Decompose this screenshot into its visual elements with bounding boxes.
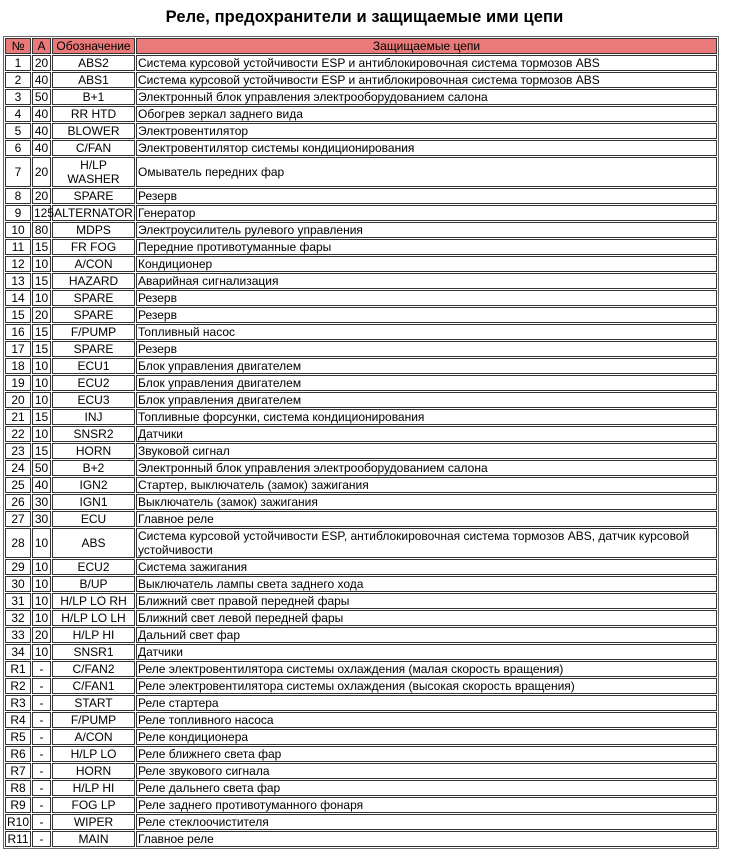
cell-number: 7	[5, 157, 31, 187]
cell-designation: H/LP LO RH	[52, 593, 135, 609]
cell-circuit: Блок управления двигателем	[136, 375, 717, 391]
table-row	[5, 426, 717, 442]
cell-designation: C/FAN	[52, 140, 135, 156]
cell-amperage: -	[32, 712, 51, 728]
cell-number: 30	[5, 576, 31, 592]
cell-designation: START	[52, 695, 135, 711]
table-row	[5, 72, 717, 88]
cell-amperage: 10	[32, 256, 51, 272]
table-row	[5, 695, 717, 711]
cell-amperage: 20	[32, 188, 51, 204]
cell-designation: H/LP LO LH	[52, 610, 135, 626]
cell-amperage: 15	[32, 341, 51, 357]
table-row	[5, 576, 717, 592]
header-amperage: A	[32, 38, 51, 54]
cell-number: 29	[5, 559, 31, 575]
cell-number: 12	[5, 256, 31, 272]
cell-designation: B/UP	[52, 576, 135, 592]
cell-amperage: -	[32, 678, 51, 694]
cell-designation: B+2	[52, 460, 135, 476]
cell-amperage: 20	[32, 627, 51, 643]
cell-designation: FR FOG	[52, 239, 135, 255]
cell-number: R11	[5, 831, 31, 847]
table-row	[5, 661, 717, 677]
cell-amperage: 10	[32, 559, 51, 575]
table-row	[5, 55, 717, 71]
cell-circuit: Электроусилитель рулевого управления	[136, 222, 717, 238]
cell-amperage: -	[32, 661, 51, 677]
cell-amperage: 30	[32, 494, 51, 510]
table-row	[5, 392, 717, 408]
cell-number: 3	[5, 89, 31, 105]
cell-circuit: Система курсовой устойчивости ESP, антиблокировочная система тормозов ABS, датчик курсовой устойчивости	[136, 528, 717, 558]
cell-amperage: 10	[32, 528, 51, 558]
cell-amperage: 10	[32, 576, 51, 592]
cell-circuit: Электровентилятор	[136, 123, 717, 139]
cell-number: 5	[5, 123, 31, 139]
cell-number: 23	[5, 443, 31, 459]
table-row	[5, 222, 717, 238]
cell-number: R4	[5, 712, 31, 728]
cell-amperage: 15	[32, 443, 51, 459]
cell-designation: SPARE	[52, 188, 135, 204]
cell-circuit: Выключатель (замок) зажигания	[136, 494, 717, 510]
cell-number: 20	[5, 392, 31, 408]
cell-circuit: Резерв	[136, 341, 717, 357]
cell-amperage: 10	[32, 610, 51, 626]
cell-designation: F/PUMP	[52, 324, 135, 340]
cell-designation: SPARE	[52, 341, 135, 357]
header-designation: Обозначение	[52, 38, 135, 54]
table-row	[5, 831, 717, 847]
cell-designation: ABS2	[52, 55, 135, 71]
cell-number: R5	[5, 729, 31, 745]
cell-number: 11	[5, 239, 31, 255]
cell-number: 2	[5, 72, 31, 88]
cell-number: R3	[5, 695, 31, 711]
cell-designation: BLOWER	[52, 123, 135, 139]
cell-circuit: Главное реле	[136, 511, 717, 527]
table-row	[5, 256, 717, 272]
cell-number: 34	[5, 644, 31, 660]
cell-designation: SNSR2	[52, 426, 135, 442]
cell-circuit: Электронный блок управления электрооборудованием салона	[136, 460, 717, 476]
cell-amperage: 15	[32, 324, 51, 340]
table-row	[5, 814, 717, 830]
cell-designation: B+1	[52, 89, 135, 105]
cell-amperage: -	[32, 780, 51, 796]
cell-amperage: 10	[32, 392, 51, 408]
table-row	[5, 273, 717, 289]
cell-circuit: Ближний свет левой передней фары	[136, 610, 717, 626]
table-row	[5, 763, 717, 779]
page-title: Реле, предохранители и защищаемые ими цепи	[165, 8, 564, 26]
cell-number: 26	[5, 494, 31, 510]
cell-circuit: Реле стеклоочистителя	[136, 814, 717, 830]
cell-circuit: Топливный насос	[136, 324, 717, 340]
table-row	[5, 140, 717, 156]
cell-number: 9	[5, 205, 31, 221]
cell-amperage: 125	[34, 206, 55, 220]
cell-designation: RR HTD	[52, 106, 135, 122]
table-row	[5, 324, 717, 340]
cell-circuit: Кондиционер	[136, 256, 717, 272]
cell-circuit: Передние противотуманные фары	[136, 239, 717, 255]
cell-circuit: Ближний свет правой передней фары	[136, 593, 717, 609]
cell-circuit: Блок управления двигателем	[136, 392, 717, 408]
table-row	[5, 610, 717, 626]
table-row	[5, 559, 717, 575]
table-row	[5, 358, 717, 374]
cell-circuit: Звуковой сигнал	[136, 443, 717, 459]
cell-number: 18	[5, 358, 31, 374]
cell-number: R1	[5, 661, 31, 677]
table-row	[5, 106, 717, 122]
cell-designation: SPARE	[52, 307, 135, 323]
cell-designation: ECU2	[52, 559, 135, 575]
cell-circuit: Электровентилятор системы кондиционирования	[136, 140, 717, 156]
cell-amperage: -	[32, 695, 51, 711]
cell-designation: ECU1	[52, 358, 135, 374]
table-row	[5, 409, 717, 425]
cell-number: 32	[5, 610, 31, 626]
cell-circuit: Датчики	[136, 644, 717, 660]
cell-circuit: Резерв	[136, 188, 717, 204]
table-row	[5, 307, 717, 323]
table-row	[5, 593, 717, 609]
cell-circuit: Система зажигания	[136, 559, 717, 575]
cell-designation: ECU2	[52, 375, 135, 391]
cell-amperage: -	[32, 797, 51, 813]
cell-amperage: -	[32, 729, 51, 745]
cell-number: 16	[5, 324, 31, 340]
cell-circuit: Реле кондиционера	[136, 729, 717, 745]
table-row	[5, 123, 717, 139]
cell-designation: C/FAN2	[52, 661, 135, 677]
cell-designation: ABS1	[52, 72, 135, 88]
cell-amperage: 80	[32, 222, 51, 238]
cell-amperage: 15	[32, 409, 51, 425]
cell-amperage: 10	[32, 375, 51, 391]
cell-designation: H/LP HI	[52, 780, 135, 796]
table-row	[5, 341, 717, 357]
cell-designation: HORN	[52, 443, 135, 459]
table-row	[5, 528, 717, 558]
cell-number: 21	[5, 409, 31, 425]
cell-circuit: Выключатель лампы света заднего хода	[136, 576, 717, 592]
fuse-relay-table	[3, 36, 719, 849]
cell-circuit: Система курсовой устойчивости ESP и антиблокировочная система тормозов ABS	[136, 72, 717, 88]
cell-number: 6	[5, 140, 31, 156]
table-row	[5, 780, 717, 796]
cell-number: 15	[5, 307, 31, 323]
cell-designation: A/CON	[52, 729, 135, 745]
table-row	[5, 157, 717, 187]
cell-number: R2	[5, 678, 31, 694]
cell-circuit: Реле топливного насоса	[136, 712, 717, 728]
cell-designation: ALTERNATOR	[52, 205, 135, 221]
cell-number: 24	[5, 460, 31, 476]
cell-circuit: Реле звукового сигнала	[136, 763, 717, 779]
cell-designation: MDPS	[52, 222, 135, 238]
cell-number: 19	[5, 375, 31, 391]
cell-number: 25	[5, 477, 31, 493]
cell-number: 10	[5, 222, 31, 238]
cell-number: 1	[5, 55, 31, 71]
table-row	[5, 511, 717, 527]
cell-circuit: Реле ближнего света фар	[136, 746, 717, 762]
cell-designation: IGN2	[52, 477, 135, 493]
cell-designation: WIPER	[52, 814, 135, 830]
cell-amperage: 10	[32, 358, 51, 374]
cell-amperage: -	[32, 814, 51, 830]
cell-designation: INJ	[52, 409, 135, 425]
cell-amperage: 10	[32, 593, 51, 609]
table-row	[5, 678, 717, 694]
cell-designation: A/CON	[52, 256, 135, 272]
cell-number: R9	[5, 797, 31, 813]
cell-amperage: -	[32, 763, 51, 779]
cell-designation: ECU3	[52, 392, 135, 408]
cell-circuit: Топливные форсунки, система кондиционирования	[136, 409, 717, 425]
cell-number: R10	[7, 815, 30, 829]
cell-number: R8	[5, 780, 31, 796]
cell-number: 14	[5, 290, 31, 306]
cell-amperage: 40	[32, 106, 51, 122]
cell-amperage: -	[32, 746, 51, 762]
cell-amperage: -	[32, 831, 51, 847]
table-body	[5, 55, 717, 847]
cell-circuit: Резерв	[136, 307, 717, 323]
cell-amperage: 15	[32, 239, 51, 255]
header-number: №	[5, 38, 31, 54]
table-row	[5, 239, 717, 255]
cell-number: R7	[5, 763, 31, 779]
cell-amperage: 10	[32, 426, 51, 442]
cell-circuit: Реле электровентилятора системы охлаждения (малая скорость вращения)	[136, 661, 717, 677]
cell-circuit: Аварийная сигнализация	[136, 273, 717, 289]
cell-circuit: Электронный блок управления электрооборудованием салона	[136, 89, 717, 105]
cell-designation: HORN	[52, 763, 135, 779]
cell-number: 28	[5, 528, 31, 558]
cell-circuit: Омыватель передних фар	[136, 157, 717, 187]
cell-circuit: Датчики	[136, 426, 717, 442]
table-row	[5, 290, 717, 306]
cell-number: 8	[5, 188, 31, 204]
table-row	[5, 375, 717, 391]
table-row	[5, 712, 717, 728]
table-row	[5, 205, 717, 221]
cell-designation: ABS	[52, 528, 135, 558]
cell-number: 13	[5, 273, 31, 289]
cell-designation: F/PUMP	[52, 712, 135, 728]
cell-amperage: 20	[32, 55, 51, 71]
cell-circuit: Реле заднего противотуманного фонаря	[136, 797, 717, 813]
cell-amperage: 40	[32, 123, 51, 139]
cell-circuit: Генератор	[136, 205, 717, 221]
cell-designation: MAIN	[52, 831, 135, 847]
cell-circuit: Система курсовой устойчивости ESP и антиблокировочная система тормозов ABS	[136, 55, 717, 71]
cell-amperage: 20	[32, 157, 51, 187]
header-protected-circuits: Защищаемые цепи	[136, 38, 717, 54]
cell-amperage: 20	[32, 307, 51, 323]
cell-circuit: Реле электровентилятора системы охлаждения (высокая скорость вращения)	[136, 678, 717, 694]
cell-amperage: 40	[32, 72, 51, 88]
cell-number: 22	[5, 426, 31, 442]
cell-amperage: 10	[32, 644, 51, 660]
cell-number: 31	[5, 593, 31, 609]
cell-circuit: Главное реле	[136, 831, 717, 847]
table-row	[5, 460, 717, 476]
cell-amperage: 50	[32, 89, 51, 105]
table-row	[5, 746, 717, 762]
cell-amperage: 30	[32, 511, 51, 527]
cell-circuit: Резерв	[136, 290, 717, 306]
cell-amperage: 15	[32, 273, 51, 289]
table-row	[5, 729, 717, 745]
cell-amperage: 40	[32, 140, 51, 156]
cell-circuit: Дальний свет фар	[136, 627, 717, 643]
cell-designation: H/LP HI	[52, 627, 135, 643]
cell-designation: SPARE	[52, 290, 135, 306]
cell-circuit: Обогрев зеркал заднего вида	[136, 106, 717, 122]
table-row	[5, 477, 717, 493]
cell-designation: ECU	[52, 511, 135, 527]
cell-designation: H/LP WASHER	[52, 157, 135, 187]
table-row	[5, 644, 717, 660]
cell-designation: C/FAN1	[52, 678, 135, 694]
table-row	[5, 627, 717, 643]
cell-designation: HAZARD	[52, 273, 135, 289]
cell-number: 33	[5, 627, 31, 643]
table-row	[5, 494, 717, 510]
cell-amperage: 10	[32, 290, 51, 306]
cell-designation: IGN1	[52, 494, 135, 510]
cell-number: 27	[5, 511, 31, 527]
cell-designation: FOG LP	[52, 797, 135, 813]
cell-number: R6	[5, 746, 31, 762]
cell-circuit: Реле дальнего света фар	[136, 780, 717, 796]
cell-designation: H/LP LO	[52, 746, 135, 762]
cell-designation: SNSR1	[52, 644, 135, 660]
table-row	[5, 443, 717, 459]
table-header-row	[5, 38, 717, 54]
cell-circuit: Реле стартера	[136, 695, 717, 711]
cell-circuit: Стартер, выключатель (замок) зажигания	[136, 477, 717, 493]
table-row	[5, 89, 717, 105]
table-row	[5, 797, 717, 813]
cell-amperage: 40	[32, 477, 51, 493]
cell-number: 4	[5, 106, 31, 122]
cell-number: 17	[5, 341, 31, 357]
cell-circuit: Блок управления двигателем	[136, 358, 717, 374]
table-row	[5, 188, 717, 204]
cell-amperage: 50	[32, 460, 51, 476]
